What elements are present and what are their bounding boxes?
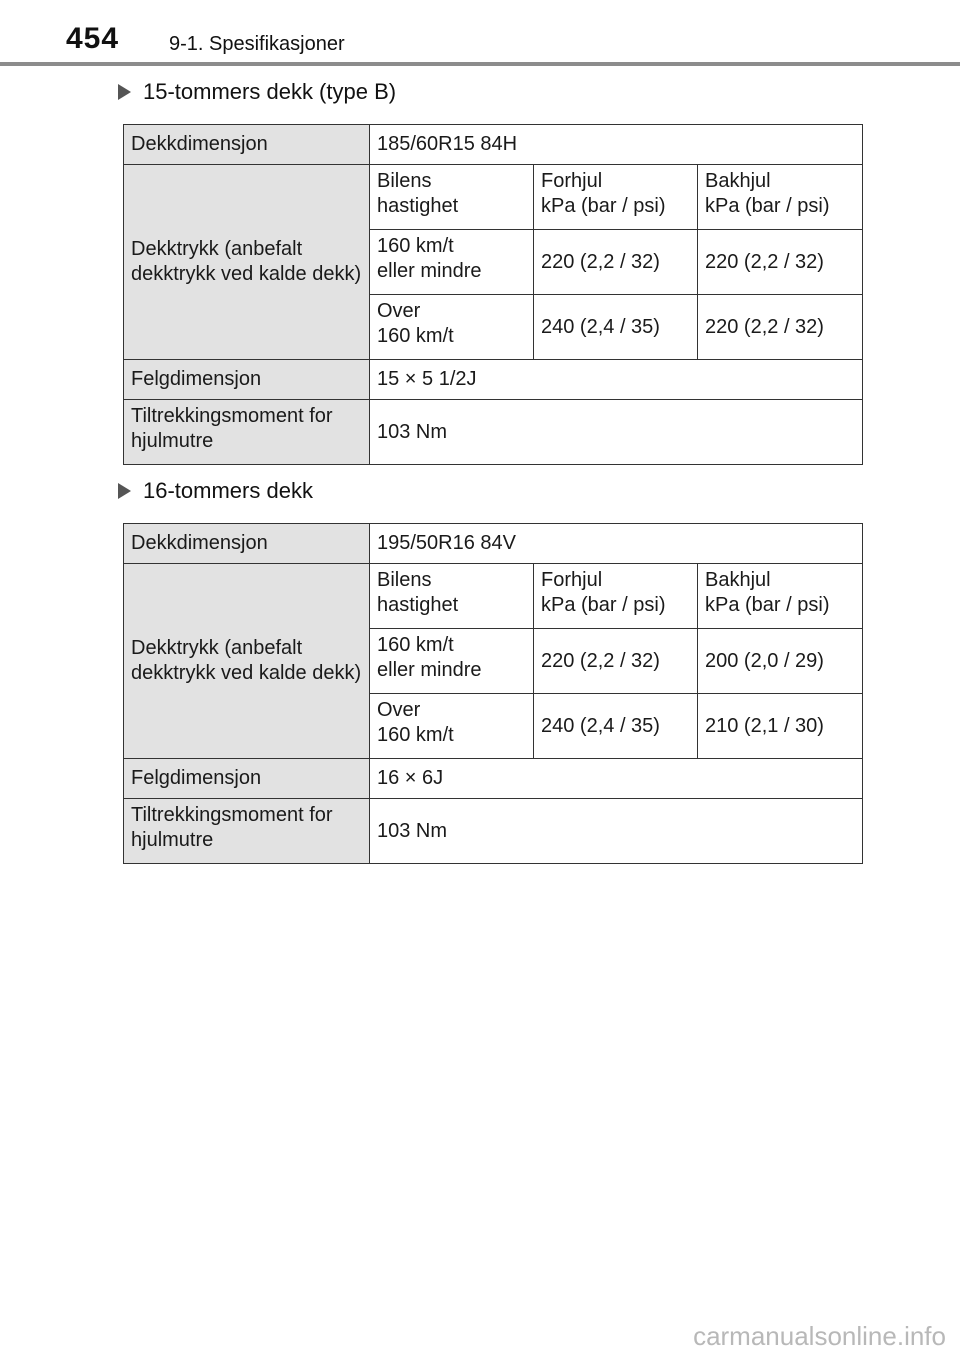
rear-pressure-cell: 220 (2,2 / 32) xyxy=(698,295,863,360)
triangle-bullet-icon xyxy=(118,84,131,100)
tire-size-label: Dekkdimensjon xyxy=(124,524,370,564)
header-rule xyxy=(0,62,960,66)
rim-size-label: Felgdimensjon xyxy=(124,759,370,799)
spec-table-15in xyxy=(123,124,863,465)
table-row xyxy=(124,759,863,799)
table-row xyxy=(124,524,863,564)
section-heading-15in xyxy=(118,76,396,108)
speed-cell: 160 km/t eller mindre xyxy=(370,629,534,694)
table-row xyxy=(124,360,863,400)
table-row xyxy=(124,564,863,629)
watermark-text: carmanualsonline.info xyxy=(693,1321,946,1351)
front-header: Forhjul kPa (bar / psi) xyxy=(534,564,698,629)
speed-cell: Over 160 km/t xyxy=(370,694,534,759)
rim-size-value: 16 × 6J xyxy=(370,759,863,799)
front-header: Forhjul kPa (bar / psi) xyxy=(534,165,698,230)
front-pressure-cell: 220 (2,2 / 32) xyxy=(534,629,698,694)
rim-size-value: 15 × 5 1/2J xyxy=(370,360,863,400)
table-row xyxy=(124,400,863,465)
section-heading-text: 16-tommers dekk xyxy=(143,478,313,503)
front-pressure-cell: 240 (2,4 / 35) xyxy=(534,694,698,759)
torque-label: Tiltrekkingsmoment for hjulmutre xyxy=(124,799,370,864)
table-row xyxy=(124,799,863,864)
speed-header: Bilens hastighet xyxy=(370,564,534,629)
tire-size-value: 185/60R15 84H xyxy=(370,125,863,165)
pressure-label: Dekktrykk (anbefalt dekktrykk ved kalde dekk) xyxy=(124,564,370,759)
chapter-title: 9-1. Spesifikasjoner xyxy=(169,33,345,55)
triangle-bullet-icon xyxy=(118,483,131,499)
speed-cell: Over 160 km/t xyxy=(370,295,534,360)
rim-size-label: Felgdimensjon xyxy=(124,360,370,400)
page-number: 454 xyxy=(66,22,120,55)
tire-size-value: 195/50R16 84V xyxy=(370,524,863,564)
rear-header: Bakhjul kPa (bar / psi) xyxy=(698,165,863,230)
front-pressure-cell: 240 (2,4 / 35) xyxy=(534,295,698,360)
page-header xyxy=(0,0,960,66)
torque-value: 103 Nm xyxy=(370,799,863,864)
speed-cell: 160 km/t eller mindre xyxy=(370,230,534,295)
rear-header: Bakhjul kPa (bar / psi) xyxy=(698,564,863,629)
section-heading-16in xyxy=(118,475,313,507)
rear-pressure-cell: 200 (2,0 / 29) xyxy=(698,629,863,694)
spec-table-16in xyxy=(123,523,863,864)
section-heading-text: 15-tommers dekk (type B) xyxy=(143,79,397,104)
rear-pressure-cell: 220 (2,2 / 32) xyxy=(698,230,863,295)
front-pressure-cell: 220 (2,2 / 32) xyxy=(534,230,698,295)
pressure-label: Dekktrykk (anbefalt dekktrykk ved kalde dekk) xyxy=(124,165,370,360)
torque-label: Tiltrekkingsmoment for hjulmutre xyxy=(124,400,370,465)
table-row xyxy=(124,165,863,230)
table-row xyxy=(124,125,863,165)
speed-header: Bilens hastighet xyxy=(370,165,534,230)
tire-size-label: Dekkdimensjon xyxy=(124,125,370,165)
torque-value: 103 Nm xyxy=(370,400,863,465)
rear-pressure-cell: 210 (2,1 / 30) xyxy=(698,694,863,759)
